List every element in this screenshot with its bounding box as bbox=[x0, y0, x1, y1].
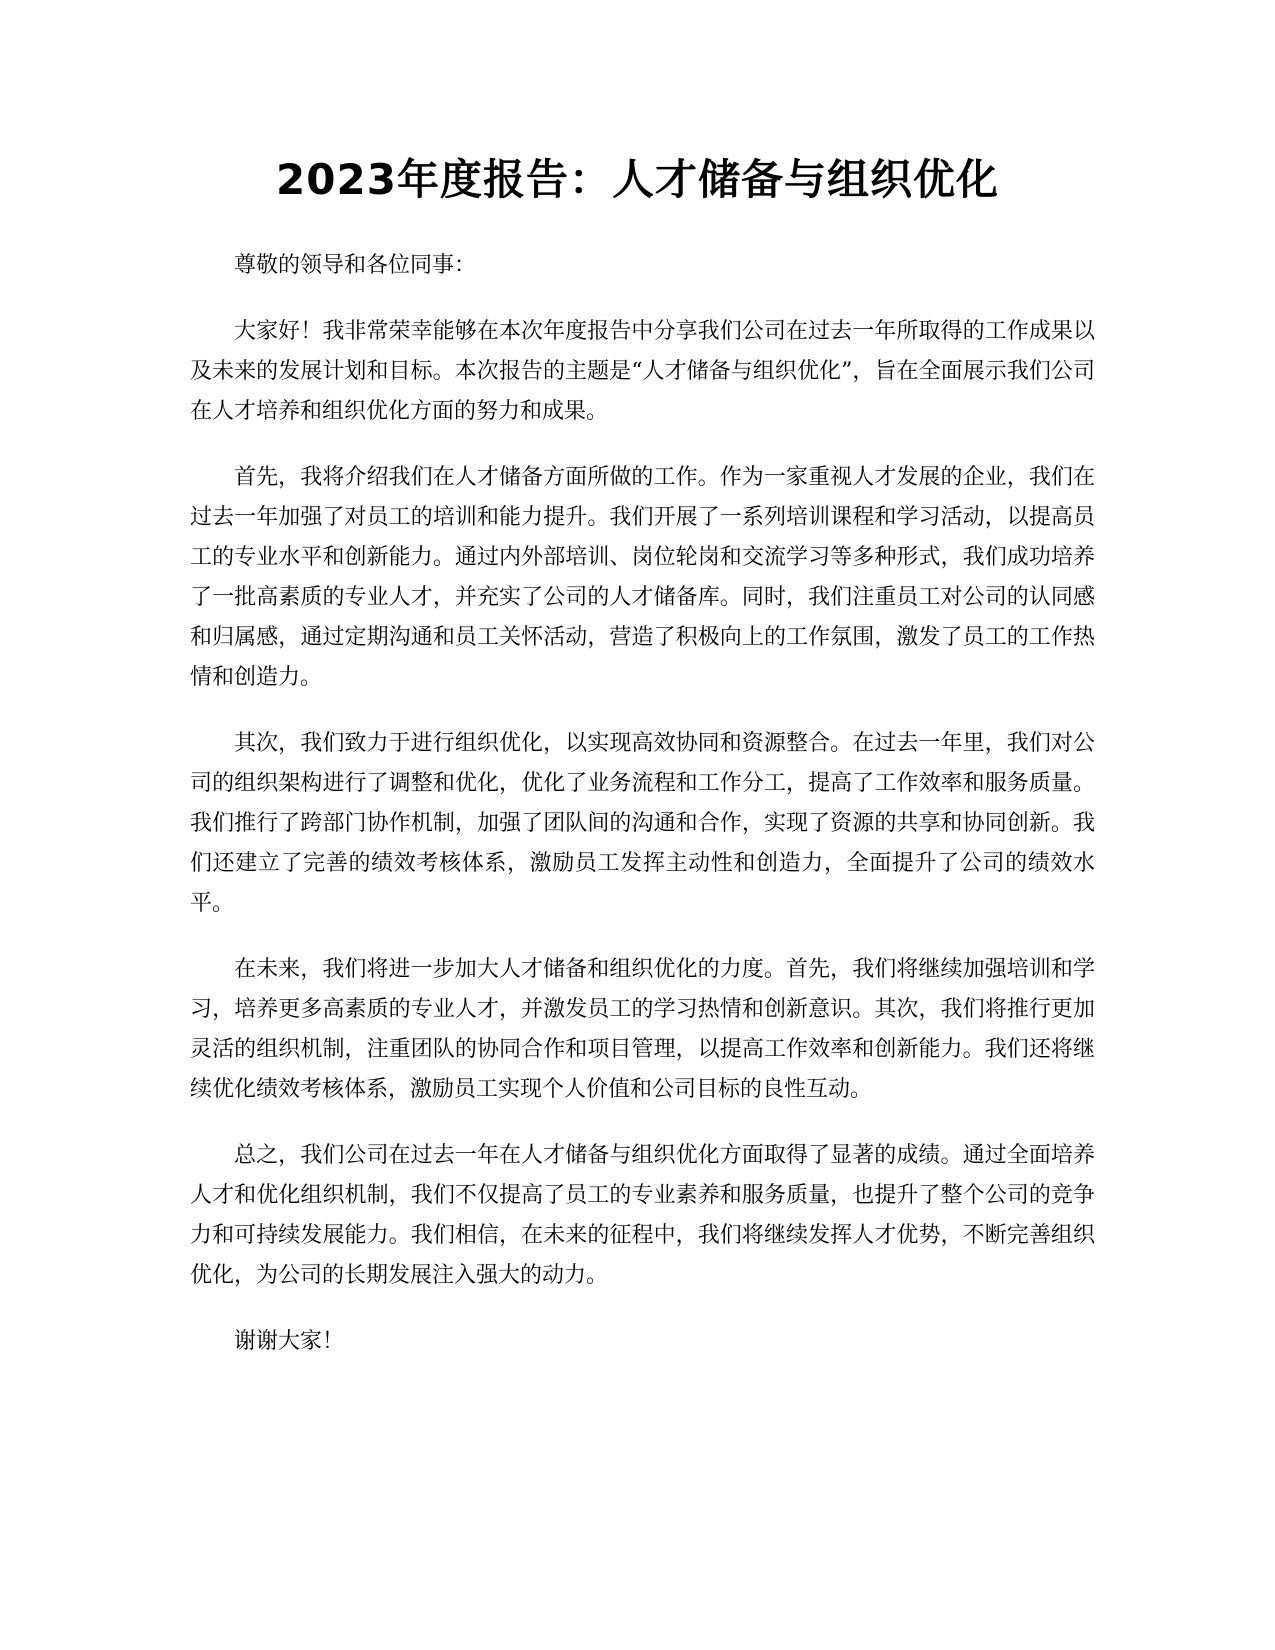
paragraph-org-optimization: 其次，我们致力于进行组织优化，以实现高效协同和资源整合。在过去一年里，我们对公司的组织架构进行了调整和优化，优化了业务流程和工作分工，提高了工作效率和服务质量。我们推行了跨部门协作机制，加强了团队间的沟通和合作，实现了资源的共享和协同创新。我们还建立了完善的绩效考核体系，激励员工发挥主动性和创造力，全面提升了公司的绩效水平。 bbox=[190, 731, 1095, 916]
closing: 谢谢大家！ bbox=[234, 1329, 345, 1354]
paragraph-talent-reserve: 首先，我将介绍我们在人才储备方面所做的工作。作为一家重视人才发展的企业，我们在过去一年加强了对员工的培训和能力提升。我们开展了一系列培训课程和学习活动，以提高员工的专业水平和创新能力。通过内外部培训、岗位轮岗和交流学习等多种形式，我们成功培养了一批高素质的专业人才，并充实了公司的人才储备库。同时，我们注重员工对公司的认同感和归属感，通过定期沟通和员工关怀活动，营造了积极向上的工作氛围，激发了员工的工作热情和创造力。 bbox=[190, 465, 1095, 690]
paragraph-future-plan: 在未来，我们将进一步加大人才储备和组织优化的力度。首先，我们将继续加强培训和学习，培养更多高素质的专业人才，并激发员工的学习热情和创新意识。其次，我们将推行更加灵活的组织机制，注重团队的协同合作和项目管理，以提高工作效率和创新能力。我们还将继续优化绩效考核体系，激励员工实现个人价值和公司目标的良性互动。 bbox=[190, 957, 1095, 1102]
paragraph-summary: 总之，我们公司在过去一年在人才储备与组织优化方面取得了显著的成绩。通过全面培养人才和优化组织机制，我们不仅提高了员工的专业素养和服务质量，也提升了整个公司的竞争力和可持续发展能力。我们相信，在未来的征程中，我们将继续发挥人才优势，不断完善组织优化，为公司的长期发展注入强大的动力。 bbox=[190, 1143, 1095, 1288]
document-body bbox=[190, 246, 1095, 1388]
document-title: 2023年度报告：人才储备与组织优化 bbox=[276, 155, 999, 204]
paragraph-intro: 大家好！我非常荣幸能够在本次年度报告中分享我们公司在过去一年所取得的工作成果以及未来的发展计划和目标。本次报告的主题是“人才储备与组织优化”，旨在全面展示我们公司在人才培养和组织优化方面的努力和成果。 bbox=[190, 319, 1095, 424]
salutation: 尊敬的领导和各位同事： bbox=[234, 253, 477, 278]
